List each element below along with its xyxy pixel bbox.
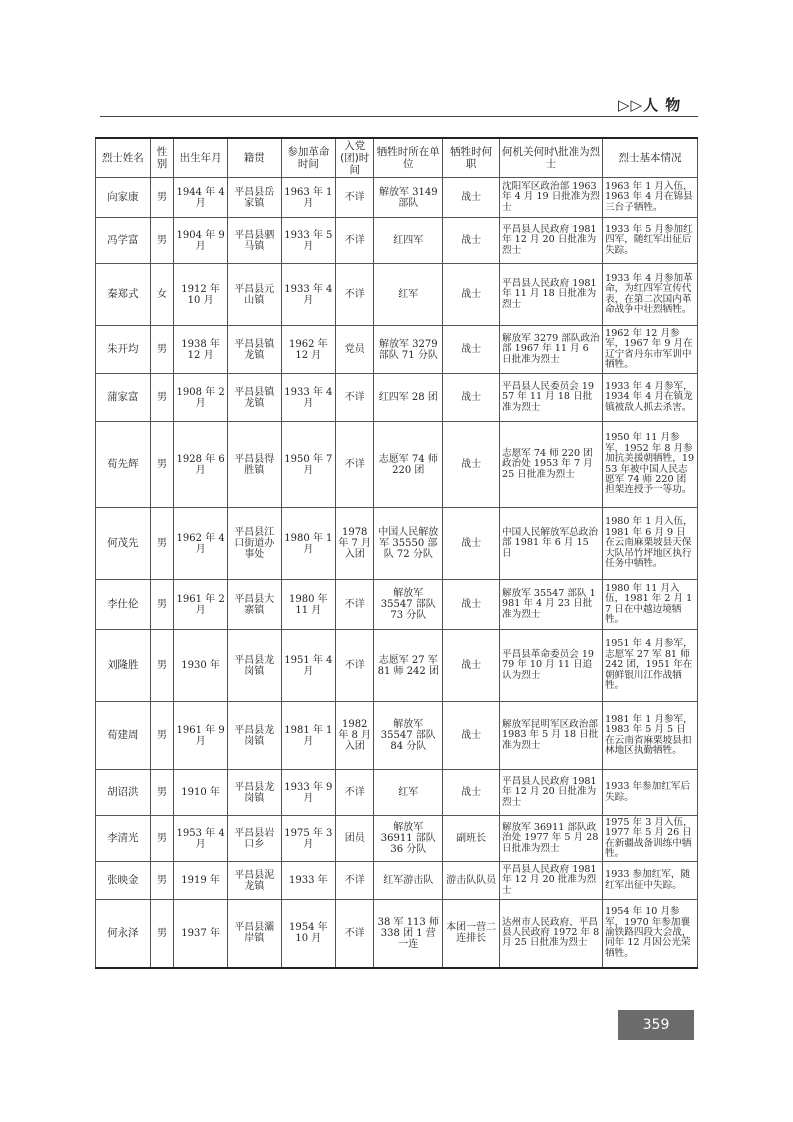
cell-gender: 男 xyxy=(150,178,174,218)
cell-gender: 男 xyxy=(150,326,174,374)
cell-approval: 平昌县人民政府 1981 年 12 月 20 日批准为烈士 xyxy=(500,218,603,264)
table-header-row xyxy=(96,138,698,178)
cell-position: 战士 xyxy=(443,630,500,702)
cell-position: 战士 xyxy=(443,770,500,816)
table-row xyxy=(96,900,698,968)
cell-approval: 解放军 35547 部队 1981 年 4 月 23 日批准为烈士 xyxy=(500,580,603,630)
header-rule xyxy=(100,116,698,117)
table-row xyxy=(96,630,698,702)
cell-approval: 平昌县人民政府 1981 年 12 月 20 批准为烈士 xyxy=(500,862,603,900)
cell-approval: 平昌县人民政府 1981 年 12 月 20 日批准为烈士 xyxy=(500,770,603,816)
cell-unit: 解放军 35547 部队 73 分队 xyxy=(374,580,443,630)
cell-details: 1933 年 4 月参军，1934 年 4 月在镇龙镇被敌人抓去杀害。 xyxy=(603,374,698,422)
cell-position: 战士 xyxy=(443,326,500,374)
cell-details: 1933 年参加红军后失踪。 xyxy=(603,770,698,816)
cell-native-place: 平昌县泥龙镇 xyxy=(227,862,281,900)
cell-details: 1951 年 4 月参军，志愿军 27 军 81 师 242 团，1951 年在朝鲜银川江作战牺牲。 xyxy=(603,630,698,702)
cell-join-date: 1950 年 7 月 xyxy=(281,422,336,508)
cell-position: 战士 xyxy=(443,422,500,508)
cell-birth: 1962 年 4 月 xyxy=(174,508,228,580)
cell-gender: 男 xyxy=(150,816,174,862)
cell-native-place: 平昌县灞岸镇 xyxy=(227,900,281,968)
cell-join-date: 1933 年 4 月 xyxy=(281,264,336,326)
cell-join-date: 1981 年 1 月 xyxy=(281,702,336,770)
cell-join-date: 1933 年 4 月 xyxy=(281,374,336,422)
cell-native-place: 平昌县岩口乡 xyxy=(227,816,281,862)
cell-birth: 1961 年 9 月 xyxy=(174,702,228,770)
cell-gender: 男 xyxy=(150,862,174,900)
cell-native-place: 平昌县岳家镇 xyxy=(227,178,281,218)
cell-join-date: 1954 年 10 月 xyxy=(281,900,336,968)
cell-party-date: 不详 xyxy=(336,422,374,508)
col-header-name: 烈士姓名 xyxy=(96,138,151,178)
cell-position: 副班长 xyxy=(443,816,500,862)
cell-party-date: 1982 年 8 月入团 xyxy=(336,702,374,770)
col-header-approval: 何机关何时\批准为烈士 xyxy=(500,138,603,178)
table-row xyxy=(96,580,698,630)
cell-gender: 男 xyxy=(150,508,174,580)
cell-join-date: 1951 年 4 月 xyxy=(281,630,336,702)
table-row xyxy=(96,264,698,326)
cell-gender: 男 xyxy=(150,770,174,816)
table-row xyxy=(96,218,698,264)
col-header-native-place: 籍贯 xyxy=(227,138,281,178)
cell-details: 1963 年 1 月入伍，1963 年 4 月在锦县三台子牺牲。 xyxy=(603,178,698,218)
cell-approval: 达州市人民政府、平昌县人民政府 1972 年 8 月 25 日批准为烈士 xyxy=(500,900,603,968)
cell-approval: 解放军 3279 部队政治部 1967 年 11 月 6 日批准为烈士 xyxy=(500,326,603,374)
table-row xyxy=(96,702,698,770)
cell-birth: 1910 年 xyxy=(174,770,228,816)
cell-birth: 1944 年 4 月 xyxy=(174,178,228,218)
table-body xyxy=(96,178,698,968)
cell-details: 1933 参加红军，随红军出征中失踪。 xyxy=(603,862,698,900)
cell-name: 荀建周 xyxy=(96,702,151,770)
cell-party-date: 不详 xyxy=(336,374,374,422)
table-row xyxy=(96,374,698,422)
cell-birth: 1908 年 2 月 xyxy=(174,374,228,422)
table-row xyxy=(96,862,698,900)
cell-native-place: 平昌县元山镇 xyxy=(227,264,281,326)
cell-unit: 红军游击队 xyxy=(374,862,443,900)
cell-party-date: 党员 xyxy=(336,326,374,374)
cell-approval: 中国人民解放军总政治部 1981 年 6 月 15 日 xyxy=(500,508,603,580)
martyr-table xyxy=(95,137,698,969)
cell-approval: 平昌县人民政府 1981 年 11 月 18 日批准为烈士 xyxy=(500,264,603,326)
cell-name: 朱开均 xyxy=(96,326,151,374)
cell-details: 1933 年 4 月参加革命，为红四军宣传代表，在第二次国内革命战争中壮烈牺牲。 xyxy=(603,264,698,326)
cell-approval: 平昌县革命委员会 1979 年 10 月 11 日追认为烈士 xyxy=(500,630,603,702)
cell-join-date: 1933 年 5 月 xyxy=(281,218,336,264)
cell-unit: 解放军 35547 部队 84 分队 xyxy=(374,702,443,770)
cell-details: 1950 年 11 月参军，1952 年 8 月参加抗美援朝牺牲，1953 年被中国人民志愿军 74 师 220 团担架连授予一等功。 xyxy=(603,422,698,508)
cell-gender: 男 xyxy=(150,630,174,702)
cell-name: 冯学富 xyxy=(96,218,151,264)
cell-join-date: 1963 年 1 月 xyxy=(281,178,336,218)
cell-name: 向家康 xyxy=(96,178,151,218)
cell-position: 战士 xyxy=(443,374,500,422)
cell-join-date: 1933 年 xyxy=(281,862,336,900)
col-header-details: 烈士基本情况 xyxy=(603,138,698,178)
cell-birth: 1930 年 xyxy=(174,630,228,702)
cell-unit: 志愿军 27 军 81 师 242 团 xyxy=(374,630,443,702)
cell-unit: 红四军 28 团 xyxy=(374,374,443,422)
cell-name: 何茂先 xyxy=(96,508,151,580)
cell-details: 1933 年 5 月参加红四军，随红军出征后失踪。 xyxy=(603,218,698,264)
cell-birth: 1937 年 xyxy=(174,900,228,968)
cell-unit: 解放军 36911 部队 36 分队 xyxy=(374,816,443,862)
col-header-birth: 出生年月 xyxy=(174,138,228,178)
cell-unit: 红军 xyxy=(374,770,443,816)
cell-gender: 男 xyxy=(150,702,174,770)
cell-join-date: 1933 年 9 月 xyxy=(281,770,336,816)
cell-native-place: 平昌县龙岗镇 xyxy=(227,770,281,816)
cell-join-date: 1975 年 3 月 xyxy=(281,816,336,862)
cell-birth: 1919 年 xyxy=(174,862,228,900)
cell-name: 刘隆胜 xyxy=(96,630,151,702)
cell-details: 1980 年 11 月入伍，1981 年 2 月 17 日在中越边境牺牲。 xyxy=(603,580,698,630)
table-row xyxy=(96,770,698,816)
cell-details: 1981 年 1 月参军，1983 年 5 月 5 日在云南省麻栗坡县扣林地区执勤牺牲。 xyxy=(603,702,698,770)
cell-unit: 中国人民解放军 35550 部队 72 分队 xyxy=(374,508,443,580)
cell-gender: 男 xyxy=(150,374,174,422)
cell-join-date: 1980 年 11 月 xyxy=(281,580,336,630)
cell-name: 秦郑式 xyxy=(96,264,151,326)
cell-party-date: 不详 xyxy=(336,218,374,264)
page-number: 359 xyxy=(618,1010,694,1040)
table-row xyxy=(96,178,698,218)
cell-approval: 平昌县人民委员会 1957 年 11 月 18 日批准为烈士 xyxy=(500,374,603,422)
cell-birth: 1904 年 9 月 xyxy=(174,218,228,264)
cell-unit: 38 军 113 师 338 团 1 营一连 xyxy=(374,900,443,968)
cell-position: 战士 xyxy=(443,218,500,264)
cell-name: 张映金 xyxy=(96,862,151,900)
cell-details: 1975 年 3 月入伍，1977 年 5 月 26 日在新疆战备训练中牺牲。 xyxy=(603,816,698,862)
cell-approval: 解放军昆明军区政治部 1983 年 5 月 18 日批准为烈士 xyxy=(500,702,603,770)
cell-position: 游击队队员 xyxy=(443,862,500,900)
cell-gender: 女 xyxy=(150,264,174,326)
cell-name: 荀先辉 xyxy=(96,422,151,508)
cell-party-date: 不详 xyxy=(336,580,374,630)
cell-join-date: 1962 年 12 月 xyxy=(281,326,336,374)
cell-party-date: 1978 年 7 月入团 xyxy=(336,508,374,580)
cell-party-date: 不详 xyxy=(336,178,374,218)
cell-native-place: 平昌县驷马镇 xyxy=(227,218,281,264)
cell-name: 李清光 xyxy=(96,816,151,862)
cell-join-date: 1980 年 1 月 xyxy=(281,508,336,580)
cell-gender: 男 xyxy=(150,218,174,264)
table-row xyxy=(96,816,698,862)
cell-birth: 1953 年 4 月 xyxy=(174,816,228,862)
cell-name: 蒲家富 xyxy=(96,374,151,422)
cell-native-place: 平昌县得胜镇 xyxy=(227,422,281,508)
col-header-join-date: 参加革命时间 xyxy=(281,138,336,178)
cell-native-place: 平昌县大寨镇 xyxy=(227,580,281,630)
cell-party-date: 团员 xyxy=(336,816,374,862)
table-row xyxy=(96,508,698,580)
cell-party-date: 不详 xyxy=(336,862,374,900)
cell-name: 何永泽 xyxy=(96,900,151,968)
cell-details: 1954 年 10 月参军，1970 年参加襄渝铁路四段大会战，同年 12 月因公光荣牺牲。 xyxy=(603,900,698,968)
cell-position: 本团一营二连排长 xyxy=(443,900,500,968)
cell-unit: 解放军 3149 部队 xyxy=(374,178,443,218)
cell-approval: 志愿军 74 师 220 团政治处 1953 年 7 月 25 日批准为烈士 xyxy=(500,422,603,508)
col-header-unit: 牺牲时所在单位 xyxy=(374,138,443,178)
cell-position: 战士 xyxy=(443,702,500,770)
table-row xyxy=(96,326,698,374)
cell-position: 战士 xyxy=(443,178,500,218)
cell-gender: 男 xyxy=(150,422,174,508)
cell-details: 1962 年 12 月参军，1967 年 9 月在辽宁省丹东市军训中牺牲。 xyxy=(603,326,698,374)
cell-birth: 1912 年 10 月 xyxy=(174,264,228,326)
cell-gender: 男 xyxy=(150,580,174,630)
cell-name: 李仕伦 xyxy=(96,580,151,630)
cell-party-date: 不详 xyxy=(336,264,374,326)
table-row xyxy=(96,422,698,508)
cell-party-date: 不详 xyxy=(336,900,374,968)
cell-party-date: 不详 xyxy=(336,630,374,702)
section-header: ▷▷人 物 xyxy=(618,96,682,114)
cell-unit: 志愿军 74 师 220 团 xyxy=(374,422,443,508)
cell-approval: 解放军 36911 部队政治处 1977 年 5 月 28 日批准为烈士 xyxy=(500,816,603,862)
col-header-gender: 性别 xyxy=(150,138,174,178)
cell-native-place: 平昌县龙岗镇 xyxy=(227,702,281,770)
cell-name: 胡诏洪 xyxy=(96,770,151,816)
cell-details: 1980 年 1 月入伍，1981 年 6 月 9 日在云南麻栗坡县天保大队吊竹坪地区执行任务中牺牲。 xyxy=(603,508,698,580)
cell-position: 战士 xyxy=(443,264,500,326)
cell-unit: 红四军 xyxy=(374,218,443,264)
cell-birth: 1961 年 2 月 xyxy=(174,580,228,630)
cell-birth: 1928 年 6 月 xyxy=(174,422,228,508)
cell-unit: 解放军 3279 部队 71 分队 xyxy=(374,326,443,374)
cell-native-place: 平昌县镇龙镇 xyxy=(227,374,281,422)
cell-party-date: 不详 xyxy=(336,770,374,816)
cell-position: 战士 xyxy=(443,508,500,580)
cell-gender: 男 xyxy=(150,900,174,968)
cell-approval: 沈阳军区政治部 1963 年 4 月 19 日批准为烈士 xyxy=(500,178,603,218)
col-header-position: 牺牲时何职 xyxy=(443,138,500,178)
cell-birth: 1938 年 12 月 xyxy=(174,326,228,374)
cell-position: 战士 xyxy=(443,580,500,630)
cell-unit: 红军 xyxy=(374,264,443,326)
cell-native-place: 平昌县镇龙镇 xyxy=(227,326,281,374)
cell-native-place: 平昌县龙岗镇 xyxy=(227,630,281,702)
col-header-party-date: 入党(团)时间 xyxy=(336,138,374,178)
cell-native-place: 平昌县江口街道办事处 xyxy=(227,508,281,580)
